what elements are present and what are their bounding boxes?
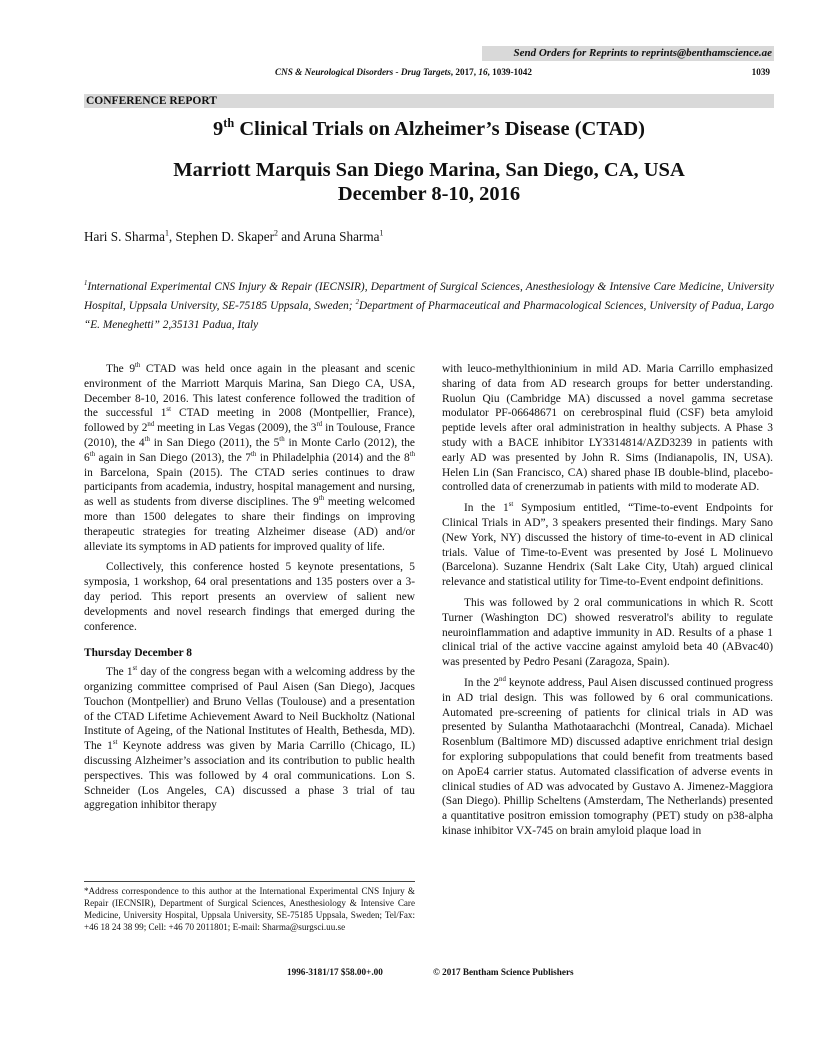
ordinal-superscript: rd [316, 421, 323, 429]
title-text: Clinical Trials on Alzheimer’s Disease (CTAD) [234, 118, 645, 140]
journal-volume: 16 [478, 67, 488, 77]
right-column [442, 362, 773, 845]
ordinal-superscript: nd [147, 421, 155, 429]
paragraph-symposium1 [442, 501, 773, 590]
affiliation-1: International Experimental CNS Injury & Repair (IECNSIR), Department of Surgical Sciences, Anesthesiology & Intensive Care Medicine, University Hospital, Uppsala University, SE-75185 Uppsala, Sweden; [84, 281, 774, 312]
paragraph-intro [84, 362, 415, 554]
footnote-divider [84, 881, 415, 882]
journal-pages: , 1039-1042 [487, 67, 532, 77]
venue: Marriott Marquis San Diego Marina, San Diego, CA, USA [173, 159, 685, 181]
journal-year: , 2017, [450, 67, 479, 77]
paper-subtitle [84, 158, 774, 206]
footnote-text: *Address correspondence to this author at the International Experimental CNS Injury & Repair (IECNSIR), Department of Surgical Sciences, Anesthesiology & Intensive Care Medicine, University Hospital, Uppsala University, SE-75185 Uppsala, Sweden; Tel/Fax: +46 18 24 38 99; Cell: +46 70 2011801; E-mail: Sharma@surgsci.uu.se [84, 886, 415, 932]
paragraph-day1-continued: with leuco-methylthioninium in mild AD. Maria Carrillo emphasized sharing of data from AD research groups for better understanding. Ruolun Qiu (Cambridge MA) discussed a novel gamma secretase modulator PF-06648671 on cerebrospinal fluid (CSF) beta amyloid peptide levels after oral administration in healthy subjects. A Phase 3 study with a BACE inhibitor LY3314814/AZD3239 in patients with early AD was presented by John R. Sims (Indianapolis, IN, USA). Helen Lin (San Francisco, CA) shared phase IB double-blind, placebo-controlled data of crenerzumab in patients with mild to moderate AD. [442, 363, 773, 494]
paragraph-keynote2 [442, 676, 773, 839]
text-run: in Philadelphia (2014) and the 8 [256, 451, 410, 464]
ordinal-superscript: nd [499, 676, 506, 684]
text-run: CTAD was held once again in the pleasant and scenic environment of the Marriott Marquis Marina, San Diego CA, USA, December 8-10, 2016. This latest conference followed the tradition of the successful 1 [84, 363, 415, 420]
page-number: 1039 [751, 67, 770, 77]
dates: December 8-10, 2016 [337, 183, 521, 205]
author: Aruna Sharma [302, 229, 380, 244]
affiliations [84, 278, 774, 335]
text-run: day of the congress began with a welcoming address by the organizing committee comprised of Paul Aisen (San Diego), Jacques Touchon (Montpellier) and Bruno Vellas (Toulouse) and a presentation of the CTAD Lifetime Achievement Award to Neil Buckholtz (National Institute of Ageing, of the National Institutes of Health, Bethesda, MD). The 1 [84, 666, 415, 753]
paper-title [84, 118, 774, 141]
text-run: in Monte Carlo (2012), the 6 [84, 436, 415, 464]
text-run: In the 2 [464, 676, 500, 689]
journal-citation [275, 67, 532, 77]
text-run: The 9 [106, 363, 136, 375]
section-heading: Thursday December 8 [84, 647, 192, 660]
text-run: In the 1 [464, 502, 509, 515]
issn-price: 1996-3181/17 $58.00+.00 [287, 967, 383, 977]
author-separator: , [168, 229, 176, 244]
affiliation-mark: 2 [355, 299, 360, 307]
text-run: CTAD meeting in 2008 (Montpellier, France), followed by 2 [84, 407, 415, 435]
journal-name: CNS & Neurological Disorders - Drug Targets [275, 67, 451, 77]
affiliation-mark: 1 [84, 280, 88, 288]
ordinal-superscript: st [132, 665, 138, 673]
left-column [84, 362, 415, 819]
affiliation-2: Department of Pharmaceutical and Pharmacological Sciences, University of Padua, Largo “E. Meneghetti” 2,35131 Padua, Italy [84, 300, 774, 331]
text-run: meeting in Las Vegas (2009), the 3 [154, 422, 317, 435]
ordinal-superscript: th [135, 362, 141, 370]
ordinal-superscript: st [112, 739, 118, 747]
title-ordinal: 9 [213, 118, 224, 140]
author-affiliation-mark: 1 [379, 228, 384, 238]
paragraph-day1 [84, 665, 415, 813]
ordinal-superscript: th [250, 450, 257, 458]
paragraph-summary: Collectively, this conference hosted 5 keynote presentations, 5 symposia, 1 workshop, 64 oral presentations and 135 posters over a 3-day period. This report presents an overview of salient new developments and novel research findings that emerged during the conference. [84, 561, 415, 633]
author-separator: and [277, 229, 303, 244]
text-run: The 1 [106, 666, 133, 679]
copyright: © 2017 Bentham Science Publishers [433, 967, 574, 977]
text-run: meeting welcomed more than 1500 delegates to share their findings on improving therapeutic strategies for treating Alzheimer disease (AD) and/or alleviate its symptoms in AD patients for improved quality of life. [84, 496, 415, 553]
author-affiliation-mark: 2 [274, 228, 278, 238]
ordinal-superscript: th [318, 495, 325, 503]
author: Hari S. Sharma [84, 229, 165, 244]
ordinal-superscript: th [409, 450, 415, 458]
author-affiliation-mark: 1 [164, 228, 169, 238]
text-run: Symposium entitled, “Time-to-event Endpoints for Clinical Trials in AD”, 3 speakers presented their findings. Mary Sano (New York, NY) discussed the history of time-to-event in AD clinical trials. Value of Time-to-Event was presented by José L Molinuevo (Barcelona). Suzanne Hendrix (Salt Lake City, Utah) argued clinical relevance and statistical utility for Time-to-Event endpoint definitions. [442, 502, 773, 589]
ordinal-superscript: st [508, 501, 514, 509]
author-list [84, 229, 383, 245]
correspondence-footnote [84, 885, 415, 933]
ordinal-superscript: st [166, 406, 171, 414]
author: Stephen D. Skaper [175, 229, 275, 244]
text-run: in San Diego (2011), the 5 [149, 436, 280, 449]
section-label: CONFERENCE REPORT [84, 94, 774, 108]
ordinal-superscript: th [279, 436, 285, 444]
paragraph-oral-communications: This was followed by 2 oral communications in which R. Scott Turner (Washington DC) showed resveratrol's ability to regulate neuroinflammation and adaptive immunity in AD. Results of a phase 1 clinical trial of the active vaccine against amyloid beta 40 (ABvac40) was presented by Pedro Pesani (Zaragoza, Spain). [442, 596, 773, 669]
title-ordinal-sup: th [223, 116, 235, 131]
text-run: again in San Diego (2013), the 7 [95, 451, 251, 464]
ordinal-superscript: th [89, 450, 96, 458]
text-run: in Barcelona, Spain (2015). The CTAD series continues to draw participants from academia, industry, hospital management and nursing, as well as students from diverse disciplines. The 9 [84, 466, 415, 509]
reprint-notice: Send Orders for Reprints to reprints@benthamscience.ae [482, 46, 774, 61]
text-run: in Toulouse, France (2010), the 4 [84, 422, 415, 449]
text-run: Keynote address was given by Maria Carrillo (Chicago, IL) discussing Alzheimer’s association and its contribution to public health perspectives. This was followed by 4 oral communications. Lon S. Schneider (Los Angeles, CA) discussed a phase 3 trial of tau aggregation inhibitor therapy [84, 740, 415, 812]
text-run: keynote address, Paul Aisen discussed continued progress in AD trial design. This was followed by 6 oral communications. Automated pre-screening of patients for clinical trials in AD was presented by Sulantha Mathotaarachchi (Montreal, Canada). Michael Rosenblum (Baltimore MD) discussed adaptive enrichment trial design for exploring subpopulations that could benefit from treatments based on ApoE4 carrier status. Automated classification of adverse events in clinical studies of AD was advocated by Gustavo A. Jimenez-Maggiora (San Diego). Phillip Scheltens (Amsterdam, The Netherlands) presented a quantitative positron emission tomography (PET) study on p38-alpha kinase inhibitor VX-745 on brain amyloid plaque load in [442, 676, 774, 837]
ordinal-superscript: th [144, 436, 150, 444]
